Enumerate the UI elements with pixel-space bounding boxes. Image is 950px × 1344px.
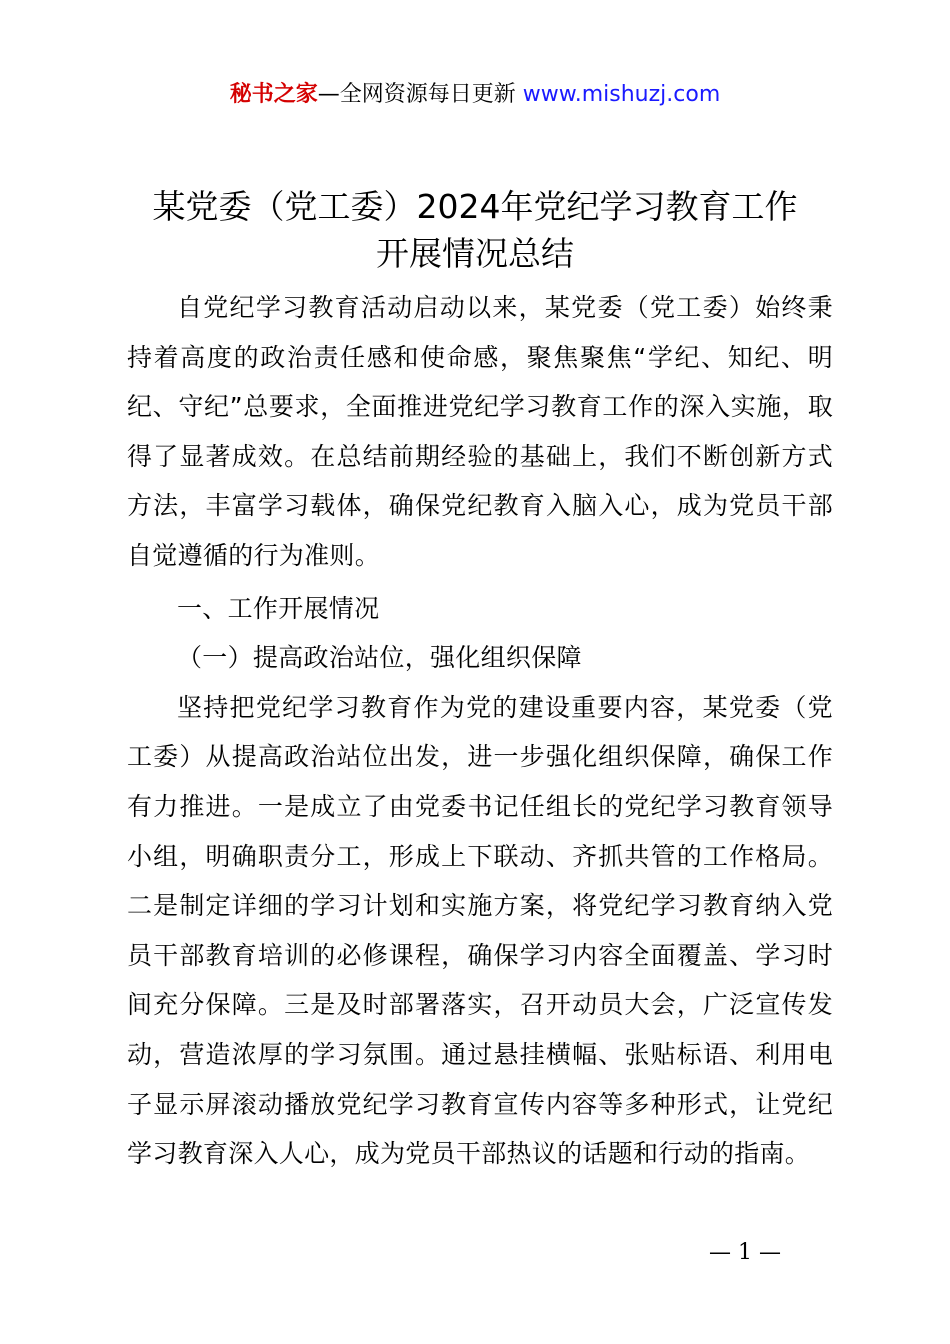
title-line-1: 某党委（党工委）2024年党纪学习教育工作 [152,187,798,226]
intro-paragraph: 自党纪学习教育活动启动以来，某党委（党工委）始终秉持着高度的政治责任感和使命感，聚焦聚焦“学纪、知纪、明纪、守纪”总要求，全面推进党纪学习教育工作的深入实施，取得了显著成效。在总结前期经验的基础上，我们不断创新方式方法，丰富学习载体，确保党纪教育入脑入心，成为党员干部自觉遵循的行为准则。 [127,293,833,570]
document-body [127,283,833,1179]
title-line-2: 开展情况总结 [376,234,574,273]
brand-name: 秘书之家 [229,82,318,107]
subsection-heading: （一）提高政治站位，强化组织保障 [177,643,582,673]
body-paragraph: 坚持把党纪学习教育作为党的建设重要内容，某党委（党工委）从提高政治站位出发，进一步强化组织保障，确保工作有力推进。一是成立了由党委书记任组长的党纪学习教育领导小组，明确职责分工，形成上下联动、齐抓共管的工作格局。二是制定详细的学习计划和实施方案，将党纪学习教育纳入党员干部教育培训的必修课程，确保学习内容全面覆盖、学习时间充分保障。三是及时部署落实，召开动员大会，广泛宣传发动，营造浓厚的学习氛围。通过悬挂横幅、张贴标语、利用电子显示屏滚动播放党纪学习教育宣传内容等多种形式，让党纪学习教育深入人心，成为党员干部热议的话题和行动的指南。 [127,692,833,1169]
site-header [0,80,950,110]
document-title [0,183,950,277]
section-heading: 一、工作开展情况 [177,593,380,623]
page-number: — 1 — [709,1240,781,1265]
site-url-link[interactable]: www.mishuzj.com [522,82,721,107]
header-tagline: —全网资源每日更新 [317,82,523,107]
